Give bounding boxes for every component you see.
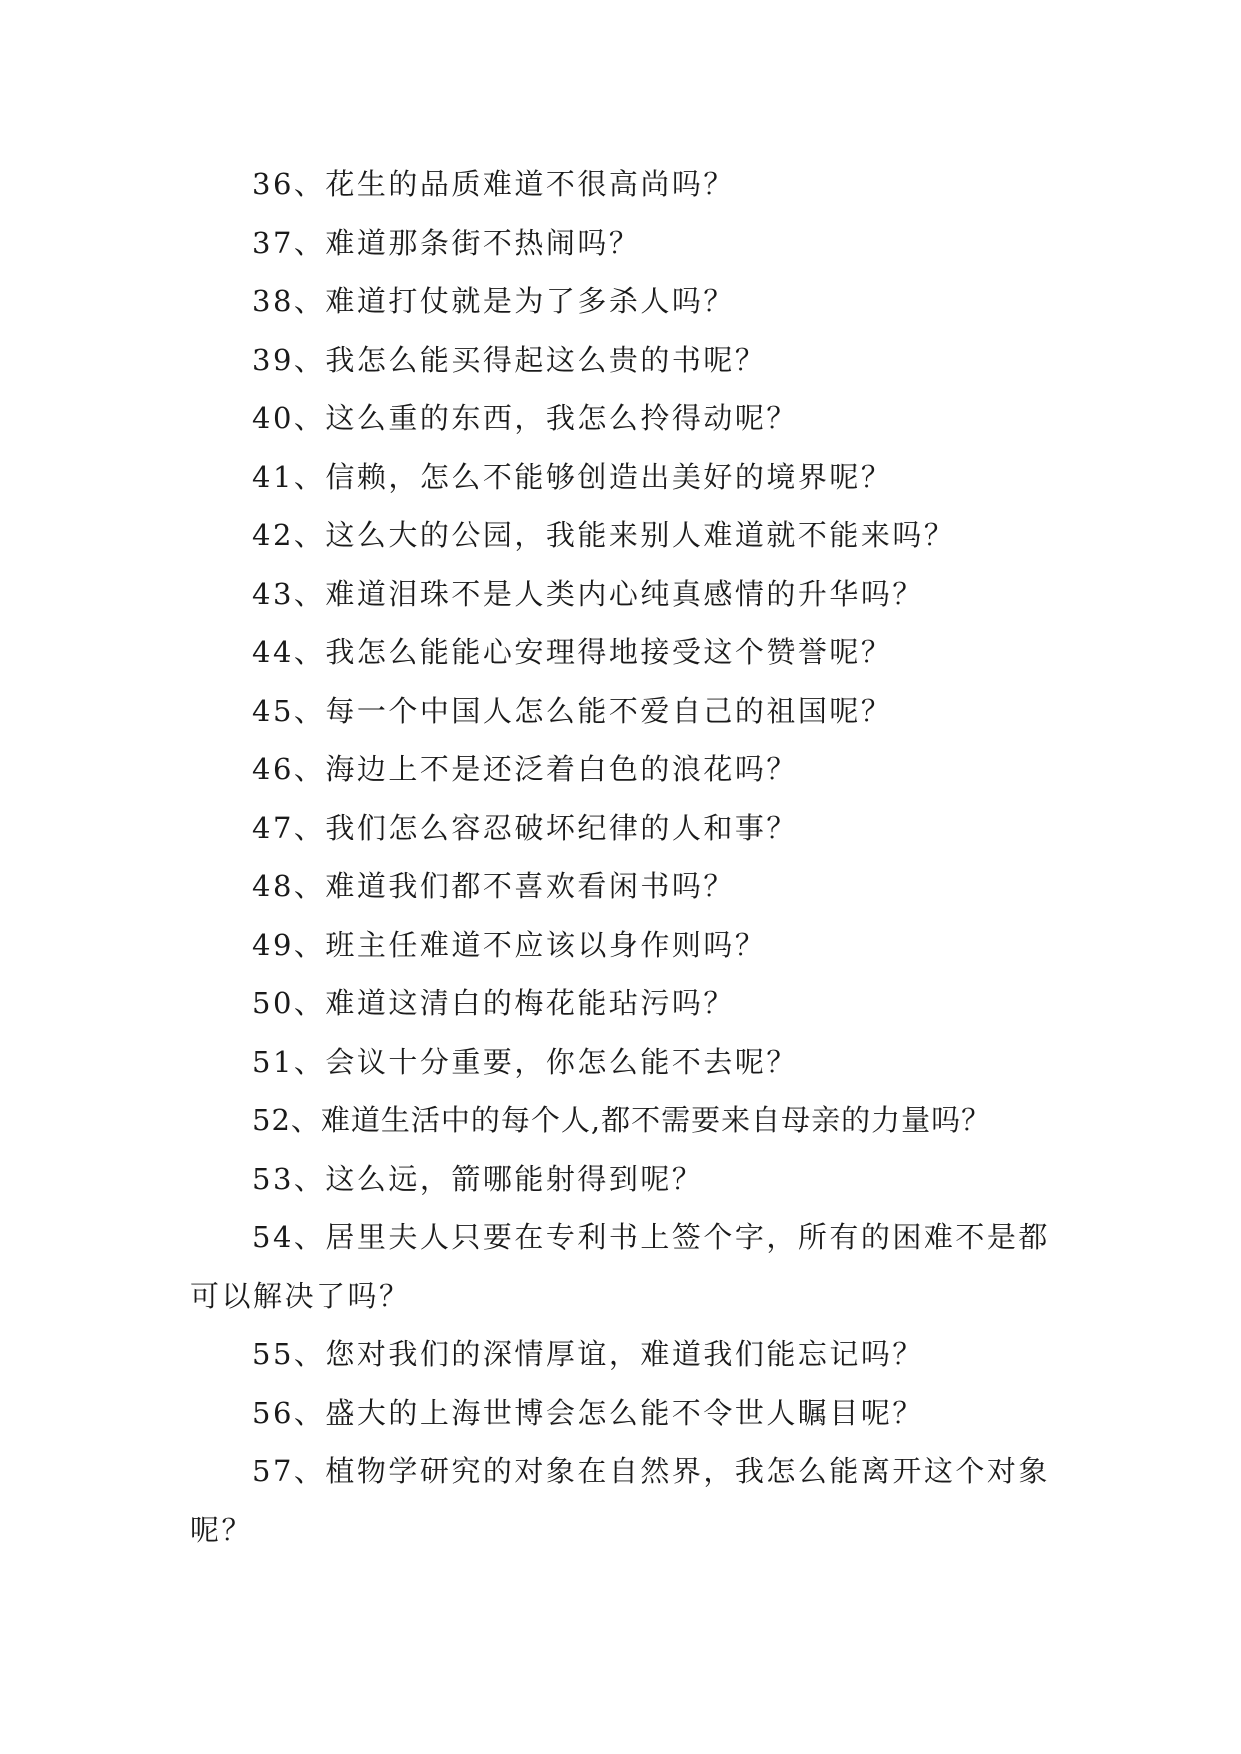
paragraph-39: 39、我怎么能买得起这么贵的书呢？ [252,342,767,377]
paragraph-57: 57、植物学研究的对象在自然界，我怎么能离开这个对象呢？ [190,1454,1050,1547]
paragraph-51: 51、会议十分重要，你怎么能不去呢？ [252,1044,798,1079]
paragraph-40: 40、这么重的东西，我怎么拎得动呢？ [252,401,798,435]
paragraph-56: 56、盛大的上海世博会怎么能不令世人瞩目呢？ [252,1395,924,1430]
paragraph-43: 43、难道泪珠不是人类内心纯真感情的升华吗？ [252,576,924,611]
paragraph-55: 55、您对我们的深情厚谊，难道我们能忘记吗？ [252,1337,924,1371]
document-body [190,155,1052,1559]
paragraph-47: 47、我们怎么容忍破坏纪律的人和事？ [252,810,798,845]
paragraph-44: 44、我怎么能能心安理得地接受这个赞誉呢？ [252,635,893,669]
paragraph-49: 49、班主任难道不应该以身作则吗？ [252,927,767,962]
paragraph-36: 36、花生的品质难道不很高尚吗？ [252,167,735,201]
paragraph-38: 38、难道打仗就是为了多杀人吗？ [252,284,735,318]
paragraph-42: 42、这么大的公园，我能来别人难道就不能来吗？ [252,518,956,552]
paragraph-53: 53、这么远，箭哪能射得到呢？ [252,1161,704,1196]
paragraph-41: 41、信赖，怎么不能够创造出美好的境界呢？ [252,459,893,494]
paragraph-54: 54、居里夫人只要在专利书上签个字，所有的困难不是都可以解决了吗？ [190,1220,1050,1313]
paragraph-37: 37、难道那条街不热闹吗？ [252,225,641,260]
paragraph-46: 46、海边上不是还泛着白色的浪花吗？ [252,752,798,786]
paragraph-48: 48、难道我们都不喜欢看闲书吗？ [252,869,735,903]
paragraph-45: 45、每一个中国人怎么能不爱自己的祖国呢？ [252,693,893,728]
paragraph-50: 50、难道这清白的梅花能玷污吗？ [252,986,735,1020]
paragraph-52: 52、难道生活中的每个人,都不需要来自母亲的力量吗？ [252,1103,992,1137]
